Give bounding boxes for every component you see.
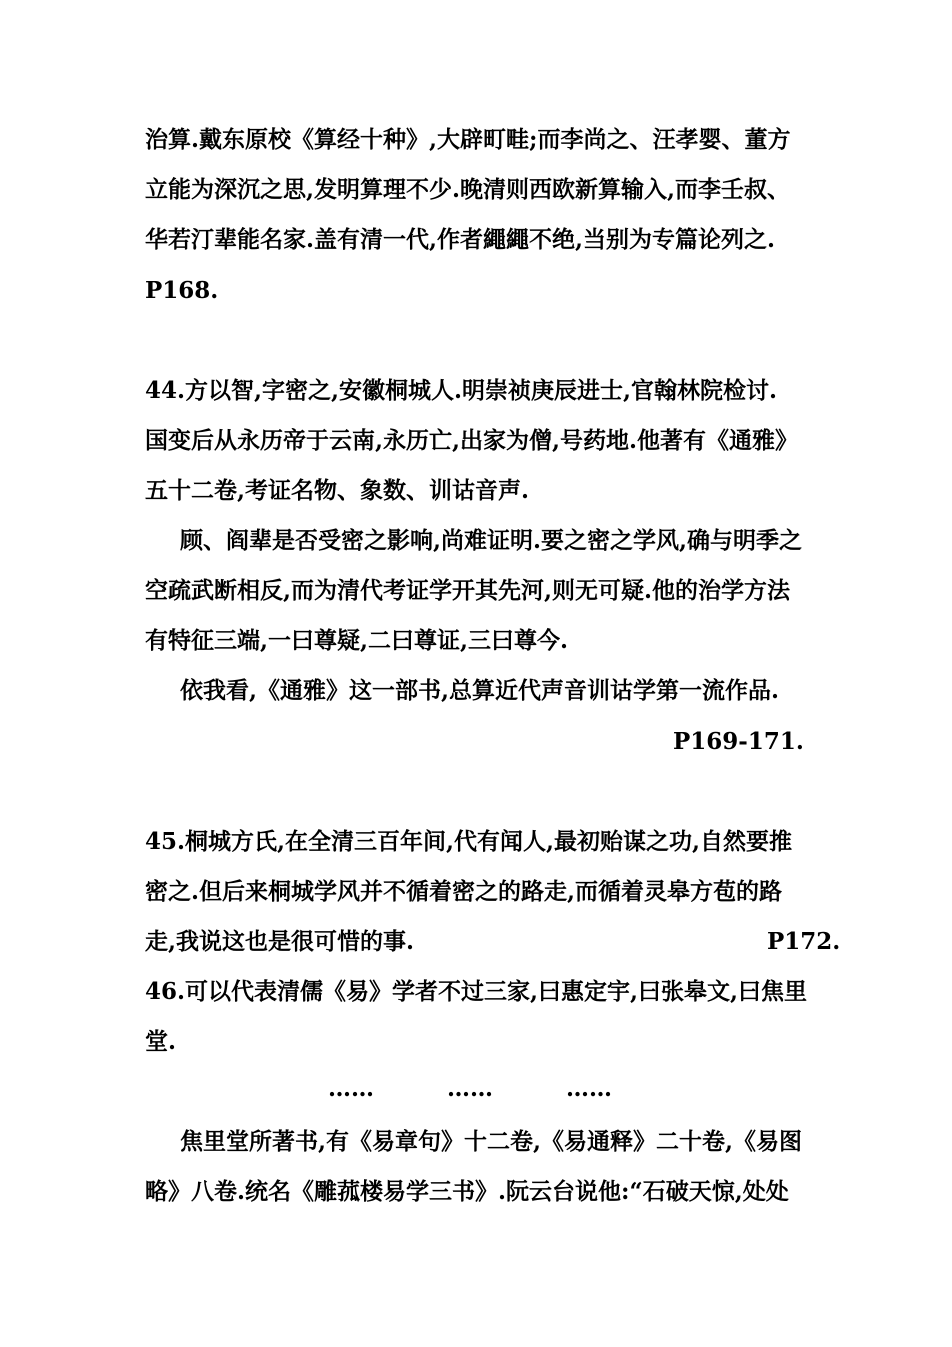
text-line: 五十二卷,考证名物、象数、训诂音声.	[145, 477, 530, 504]
text-line: 走,我说这也是很可惜的事.	[145, 928, 415, 955]
text-line: 依我看,《通雅》这一部书,总算近代声音训诂学第一流作品.	[180, 677, 780, 704]
text-line: 44.方以智,字密之,安徽桐城人.明崇祯庚辰进士,官翰林院检讨.	[145, 377, 778, 404]
text-line: 顾、阎辈是否受密之影响,尚难证明.要之密之学风,确与明季之	[180, 527, 803, 554]
text-line: 45.桐城方氏,在全清三百年间,代有闻人,最初贻谋之功,自然要推	[145, 828, 793, 855]
ellipsis: ……	[566, 1075, 612, 1102]
ellipsis: ……	[328, 1075, 374, 1102]
page-reference: P172.	[767, 928, 841, 955]
text-line: 有特征三端,一曰尊疑,二曰尊证,三曰尊今.	[145, 627, 569, 654]
text-line: 空疏武断相反,而为清代考证学开其先河,则无可疑.他的治学方法	[145, 577, 791, 604]
text-line: 国变后从永历帝于云南,永历亡,出家为僧,号药地.他著有《通雅》	[145, 427, 799, 454]
text-line: 焦里堂所著书,有《易章句》十二卷,《易通释》二十卷,《易图	[180, 1128, 803, 1155]
page-reference: P168.	[145, 277, 219, 304]
text-line: 华若汀辈能名家.盖有清一代,作者繩繩不绝,当别为专篇论列之.	[145, 226, 776, 253]
text-line: 略》八卷.统名《雕菰楼易学三书》.阮云台说他:“石破天惊,处处	[145, 1178, 789, 1205]
text-line: 46.可以代表清儒《易》学者不过三家,曰惠定宇,曰张皋文,曰焦里	[145, 978, 808, 1005]
text-line: 密之.但后来桐城学风并不循着密之的路走,而循着灵皋方苞的路	[145, 878, 783, 905]
text-line: 立能为深沉之思,发明算理不少.晚清则西欧新算输入,而李壬叔、	[145, 176, 791, 203]
page-reference: P169-171.	[673, 728, 804, 755]
text-line: 堂.	[145, 1028, 177, 1055]
text-line: 治算.戴东原校《算经十种》,大辟町畦;而李尚之、汪孝婴、董方	[145, 126, 791, 153]
ellipsis: ……	[447, 1075, 493, 1102]
